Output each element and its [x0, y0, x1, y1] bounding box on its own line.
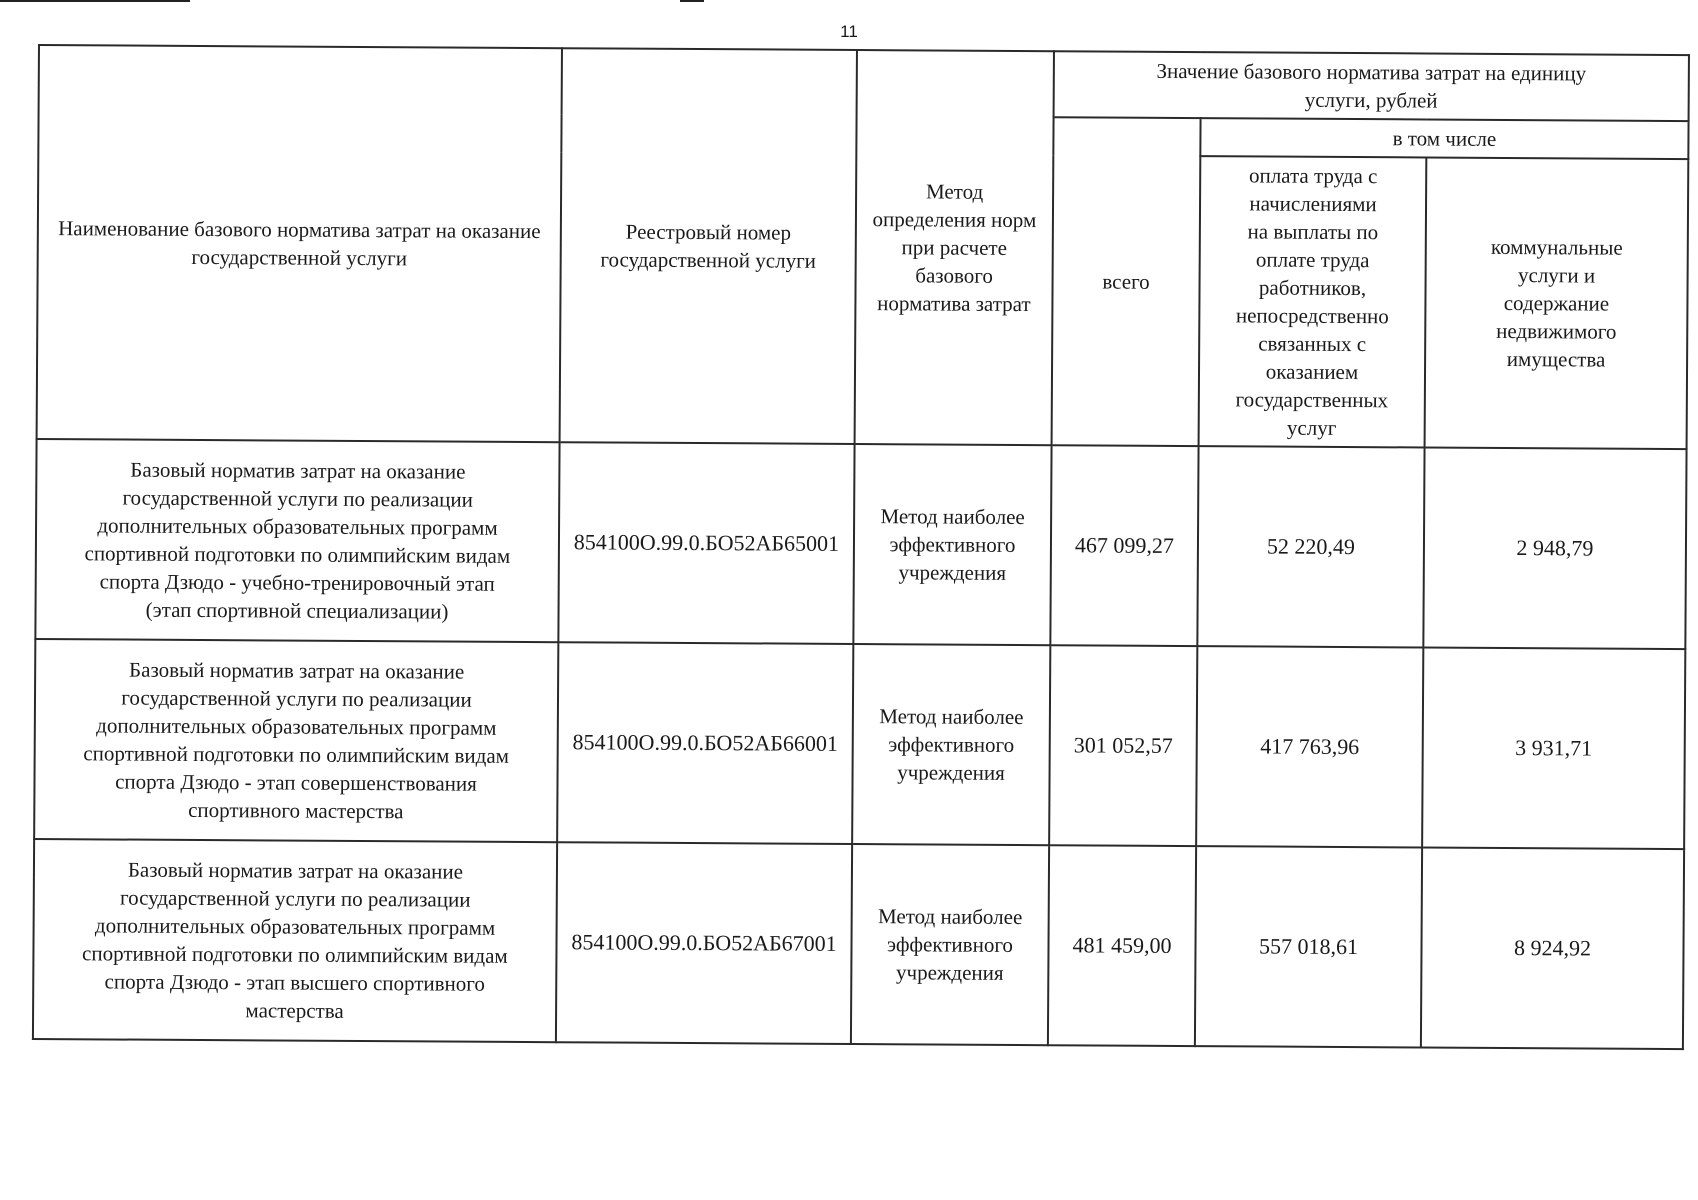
header-registry-number: Реестровый номер государственной услуги	[560, 48, 857, 444]
cell-name: Базовый норматив затрат на оказание государственной услуги по реализации дополнительных образовательных программ спортивной подготовки по олимпийским видам спорта Дзюдо - этап высшего спортивного мастерства	[33, 839, 557, 1042]
cell-labor: 557 018,61	[1195, 846, 1422, 1047]
header-including: в том числе	[1200, 118, 1688, 159]
cell-total: 481 459,00	[1048, 845, 1196, 1046]
cell-name: Базовый норматив затрат на оказание государственной услуги по реализации дополнительных образовательных программ спортивной подготовки по олимпийским видам спорта Дзюдо - учебно-тренировочный этап (этап спортивной специализации)	[35, 439, 559, 642]
header-method: Метод определения норм при расчете базового норматива затрат	[855, 50, 1054, 445]
cell-utilities: 3 931,71	[1422, 647, 1685, 849]
cell-method: Метод наиболее эффективного учреждения	[853, 444, 1051, 645]
header-row	[39, 45, 1689, 121]
header-value-group: Значение базового норматива затрат на единицу услуги, рублей	[1054, 51, 1689, 121]
cell-total: 467 099,27	[1050, 445, 1198, 646]
cell-utilities: 2 948,79	[1423, 447, 1686, 649]
table-row	[35, 439, 1686, 649]
cell-registry-number: 854100О.99.0.БО52АБ67001	[556, 842, 852, 1044]
cell-utilities: 8 924,92	[1421, 847, 1684, 1049]
scan-edge-mark	[0, 0, 190, 2]
cell-method: Метод наиболее эффективного учреждения	[851, 844, 1049, 1045]
scan-edge-mark	[680, 0, 704, 2]
cell-registry-number: 854100О.99.0.БО52АБ66001	[557, 642, 853, 844]
table-row	[34, 639, 1685, 849]
page-number: 11	[840, 22, 858, 41]
table-row	[33, 839, 1684, 1049]
header-name: Наименование базового норматива затрат на оказание государственной услуги	[37, 45, 562, 442]
header-labor: оплата труда с начислениями на выплаты по оплате труда работников, непосредственно связанных с оказанием государственных услуг	[1199, 156, 1427, 447]
cell-labor: 52 220,49	[1197, 446, 1424, 647]
cell-labor: 417 763,96	[1196, 646, 1423, 847]
header-utilities: коммунальные услуги и содержание недвижимого имущества	[1425, 157, 1689, 449]
header-total: всего	[1052, 117, 1201, 446]
cell-registry-number: 854100О.99.0.БО52АБ65001	[558, 442, 854, 644]
cell-total: 301 052,57	[1049, 645, 1197, 846]
cell-method: Метод наиболее эффективного учреждения	[852, 644, 1050, 845]
cost-standards-table	[32, 44, 1690, 1050]
cell-name: Базовый норматив затрат на оказание государственной услуги по реализации дополнительных образовательных программ спортивной подготовки по олимпийским видам спорта Дзюдо - этап совершенствования спортивного мастерства	[34, 639, 558, 842]
